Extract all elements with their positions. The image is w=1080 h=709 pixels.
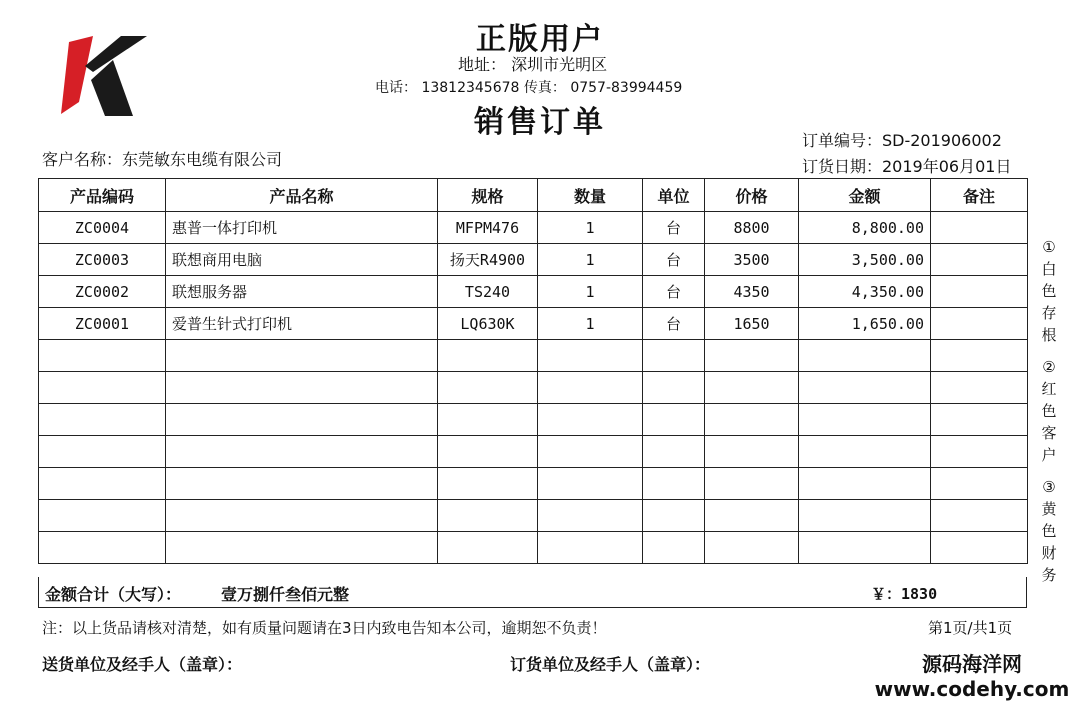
product-spec: LQ630K xyxy=(438,308,538,340)
empty-table-row xyxy=(39,340,1028,372)
table-row xyxy=(39,308,1028,340)
product-name: 爱普生针式打印机 xyxy=(166,308,438,340)
customer-name: 客户名称：东莞敏东电缆有限公司 xyxy=(42,150,283,169)
side-label-char: 根 xyxy=(1041,326,1057,344)
amount: 1,650.00 xyxy=(799,308,931,340)
remark xyxy=(931,212,1028,244)
column-header: 价格 xyxy=(705,179,799,212)
side-label-char: 务 xyxy=(1041,566,1057,584)
table-row xyxy=(39,276,1028,308)
column-header: 产品名称 xyxy=(166,179,438,212)
order-date: 订货日期：2019年06月01日 xyxy=(802,157,1012,176)
document-title: 销售订单 xyxy=(474,105,606,140)
unit: 台 xyxy=(643,308,705,340)
product-name: 联想商用电脑 xyxy=(166,244,438,276)
side-label-char: 存 xyxy=(1041,304,1057,322)
total-amount: ￥：1830 xyxy=(871,585,938,603)
side-label-char: 色 xyxy=(1041,282,1057,300)
quantity: 1 xyxy=(538,244,643,276)
amount: 4,350.00 xyxy=(799,276,931,308)
total-in-words: 壹万捌仟叁佰元整 xyxy=(221,585,350,604)
column-header: 数量 xyxy=(538,179,643,212)
watermark-name: 源码海洋网 xyxy=(922,652,1022,676)
remark xyxy=(931,308,1028,340)
total-row xyxy=(38,577,1027,608)
remark xyxy=(931,276,1028,308)
product-code: ZC0002 xyxy=(39,276,166,308)
price: 4350 xyxy=(705,276,799,308)
copy-label-white xyxy=(1038,236,1060,346)
unit: 台 xyxy=(643,276,705,308)
product-spec: TS240 xyxy=(438,276,538,308)
side-label-char: 红 xyxy=(1041,380,1057,398)
remark xyxy=(931,244,1028,276)
table-row xyxy=(39,244,1028,276)
price: 1650 xyxy=(705,308,799,340)
quantity: 1 xyxy=(538,276,643,308)
price: 3500 xyxy=(705,244,799,276)
side-label-char: ③ xyxy=(1042,478,1056,496)
product-code: ZC0004 xyxy=(39,212,166,244)
empty-table-row xyxy=(39,372,1028,404)
company-address: 地址： 深圳市光明区 xyxy=(458,55,608,74)
company-name: 正版用户 xyxy=(476,22,604,57)
empty-table-row xyxy=(39,532,1028,564)
side-label-char: 客 xyxy=(1041,424,1057,442)
amount: 8,800.00 xyxy=(799,212,931,244)
side-label-char: 白 xyxy=(1041,260,1057,278)
order-number: 订单编号：SD-201906002 xyxy=(802,131,1002,150)
copy-distribution-legend xyxy=(1038,236,1060,596)
company-phone-fax: 电话： 13812345678 传真： 0757-83994459 xyxy=(375,80,683,96)
side-label-char: ① xyxy=(1042,238,1056,256)
empty-table-row xyxy=(39,468,1028,500)
empty-table-row xyxy=(39,436,1028,468)
order-table xyxy=(38,178,1028,564)
side-label-char: 色 xyxy=(1041,522,1057,540)
product-name: 联想服务器 xyxy=(166,276,438,308)
side-label-char: 户 xyxy=(1041,446,1057,464)
column-header: 备注 xyxy=(931,179,1028,212)
column-header: 单位 xyxy=(643,179,705,212)
product-code: ZC0003 xyxy=(39,244,166,276)
table-row xyxy=(39,212,1028,244)
watermark-url: www.codehy.com xyxy=(874,677,1070,701)
delivery-signature-label: 送货单位及经手人（盖章）： xyxy=(42,655,243,674)
quantity: 1 xyxy=(538,212,643,244)
column-header: 金额 xyxy=(799,179,931,212)
footer-note: 注：以上货品请核对清楚，如有质量问题请在3日内致电告知本公司，逾期恕不负责！ xyxy=(42,619,607,637)
price: 8800 xyxy=(705,212,799,244)
side-label-char: 黄 xyxy=(1041,500,1057,518)
empty-table-row xyxy=(39,500,1028,532)
total-label: 金额合计（大写）： xyxy=(45,585,182,604)
product-spec: MFPM476 xyxy=(438,212,538,244)
copy-label-yellow xyxy=(1038,476,1060,586)
unit: 台 xyxy=(643,212,705,244)
unit: 台 xyxy=(643,244,705,276)
order-signature-label: 订货单位及经手人（盖章）： xyxy=(510,655,711,674)
copy-label-red xyxy=(1038,356,1060,466)
product-spec: 扬天R4900 xyxy=(438,244,538,276)
product-name: 惠普一体打印机 xyxy=(166,212,438,244)
side-label-char: ② xyxy=(1042,358,1056,376)
column-header: 规格 xyxy=(438,179,538,212)
quantity: 1 xyxy=(538,308,643,340)
site-watermark xyxy=(872,652,1072,702)
side-label-char: 色 xyxy=(1041,402,1057,420)
page-number: 第1页/共1页 xyxy=(928,619,1013,637)
empty-table-row xyxy=(39,404,1028,436)
side-label-char: 财 xyxy=(1041,544,1057,562)
table-header-row xyxy=(39,179,1028,212)
amount: 3,500.00 xyxy=(799,244,931,276)
product-code: ZC0001 xyxy=(39,308,166,340)
column-header: 产品编码 xyxy=(39,179,166,212)
